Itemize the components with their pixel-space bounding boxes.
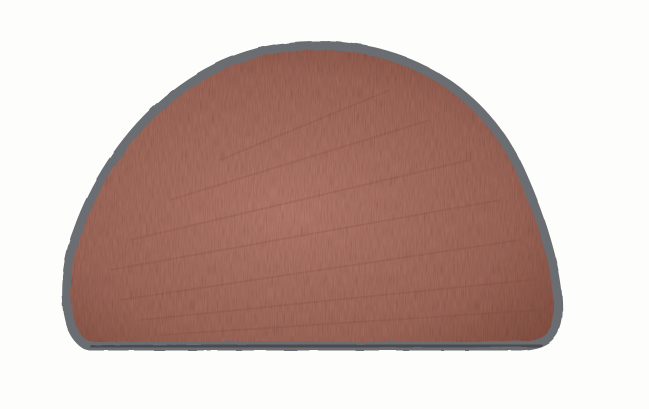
semicircle-base-line [92,345,540,347]
semicircle-fill [66,46,558,346]
